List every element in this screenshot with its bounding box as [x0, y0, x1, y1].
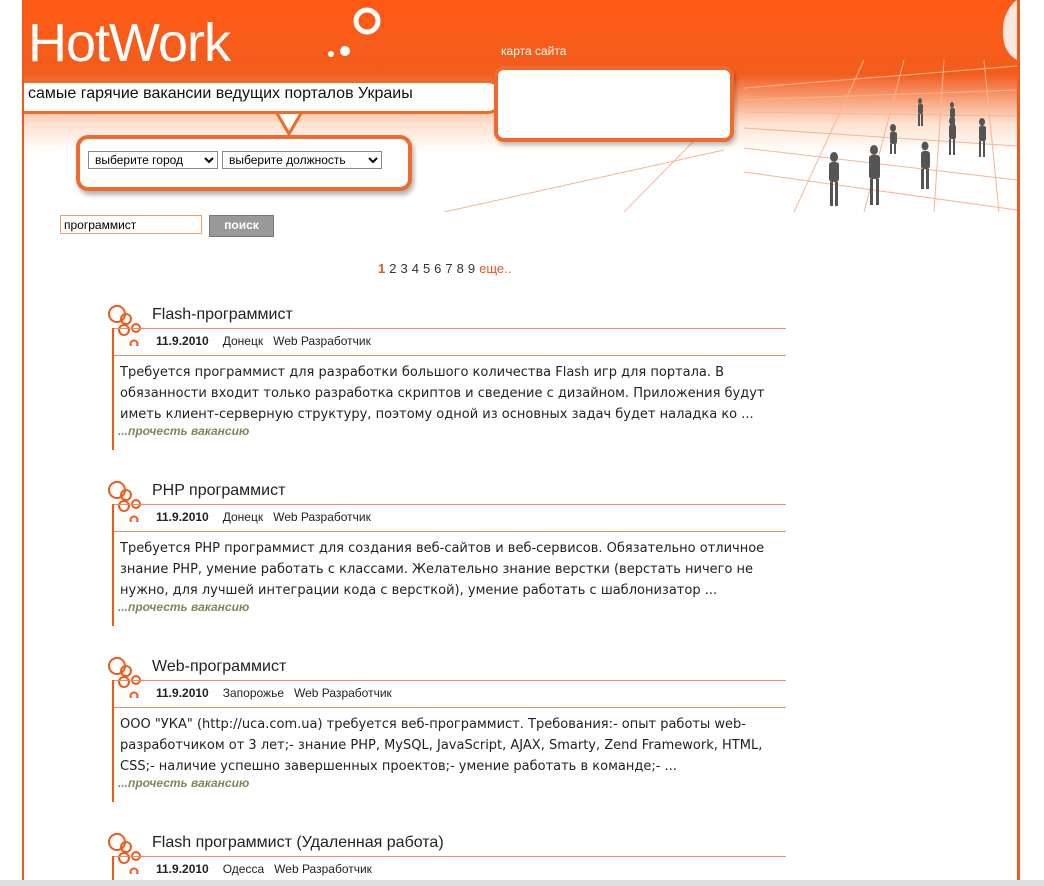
- job-city: Донецк: [222, 510, 264, 524]
- job-meta: [156, 510, 371, 524]
- job-category: Web Разработчик: [274, 862, 372, 876]
- pagination: [378, 261, 515, 276]
- logo[interactable]: HotWork: [28, 13, 231, 73]
- divider: [112, 504, 786, 505]
- job-title[interactable]: PHP программист: [152, 482, 286, 499]
- search-button[interactable]: поиск: [209, 215, 274, 237]
- divider: [112, 355, 786, 356]
- job-meta: [156, 862, 372, 876]
- divider: [112, 707, 786, 708]
- page-link[interactable]: 3: [400, 261, 408, 276]
- job-date: 11.9.2010: [156, 510, 209, 524]
- page-link[interactable]: 4: [411, 261, 419, 276]
- deco-circle-icon: [356, 10, 378, 32]
- sitemap-link[interactable]: карта сайта: [501, 44, 567, 58]
- job-meta: [156, 686, 392, 700]
- read-more-link[interactable]: ...прочесть вакансию: [118, 424, 250, 438]
- page-link[interactable]: 5: [422, 261, 431, 276]
- deco-circle-icon: [328, 51, 334, 57]
- job-date: 11.9.2010: [156, 686, 209, 700]
- job-meta: [156, 334, 371, 348]
- job-description: ООО "УКА" (http://uca.com.ua) требуется веб-программист. Требования:- опыт работы web-разработчиком от 3 лет;- знание PHP, MySQL, JavaScript, AJAX, Smarty, Zend Framework, HTML, CSS;- наличие успешно завершенных проектов;- умение работать в команде;- ...: [120, 717, 763, 774]
- job-city: Одесса: [222, 862, 265, 876]
- city-select[interactable]: [88, 151, 218, 169]
- job-city: Донецк: [222, 334, 264, 348]
- job-title[interactable]: Web-программист: [152, 658, 287, 675]
- page-current: 1: [378, 261, 386, 276]
- job-description: Требуется программист для разработки большого количества Flash игр для портала. В обязанности входит только разработка скриптов и сведение с дизайном. Приложения будут иметь клиент-серверную структуру, поэтому одной из основных задач будет наладка ко ...: [120, 365, 765, 422]
- scrollbar-edge: [0, 880, 1044, 886]
- sitemap-box: [494, 66, 734, 142]
- divider: [112, 531, 786, 532]
- deco-circle-icon: [340, 46, 350, 56]
- divider: [112, 856, 786, 857]
- page-frame: [22, 0, 1020, 886]
- page-link[interactable]: 9: [467, 261, 476, 276]
- page-link[interactable]: 2: [389, 261, 397, 276]
- job-title[interactable]: Flash программист (Удаленная работа): [152, 834, 444, 851]
- page-link[interactable]: 7: [445, 261, 453, 276]
- tagline-bar: [24, 80, 502, 114]
- divider: [112, 680, 786, 681]
- page-link[interactable]: 8: [456, 261, 464, 276]
- divider: [112, 504, 114, 626]
- page-link[interactable]: 6: [434, 261, 442, 276]
- search-input[interactable]: [60, 215, 202, 234]
- job-title[interactable]: Flash-программист: [152, 306, 293, 323]
- header: [24, 0, 1017, 212]
- divider: [112, 328, 786, 329]
- job-date: 11.9.2010: [156, 334, 209, 348]
- job-category: Web Разработчик: [273, 510, 371, 524]
- position-select[interactable]: [222, 151, 382, 169]
- divider: [112, 328, 114, 450]
- divider: [112, 680, 114, 802]
- tagline: самые гарячие вакансии ведущих порталов Украиы: [28, 85, 413, 102]
- read-more-link[interactable]: ...прочесть вакансию: [118, 600, 250, 614]
- read-more-link[interactable]: ...прочесть вакансию: [118, 776, 250, 790]
- filter-box: [76, 135, 412, 191]
- job-description: Требуется PHP программист для создания веб-сайтов и веб-сервисов. Обязательно отличное знание PHP, умение работать с классами. Желательно знание верстки (верстать ничего не нужно, для лучшей интеграции кода с версткой), умение работать с шаблонизатор ...: [120, 541, 765, 598]
- job-city: Запорожье: [222, 686, 284, 700]
- job-category: Web Разработчик: [294, 686, 392, 700]
- job-category: Web Разработчик: [273, 334, 371, 348]
- deco-corner: [1003, 0, 1017, 60]
- job-date: 11.9.2010: [156, 862, 209, 876]
- page-more-link[interactable]: еще..: [479, 261, 512, 276]
